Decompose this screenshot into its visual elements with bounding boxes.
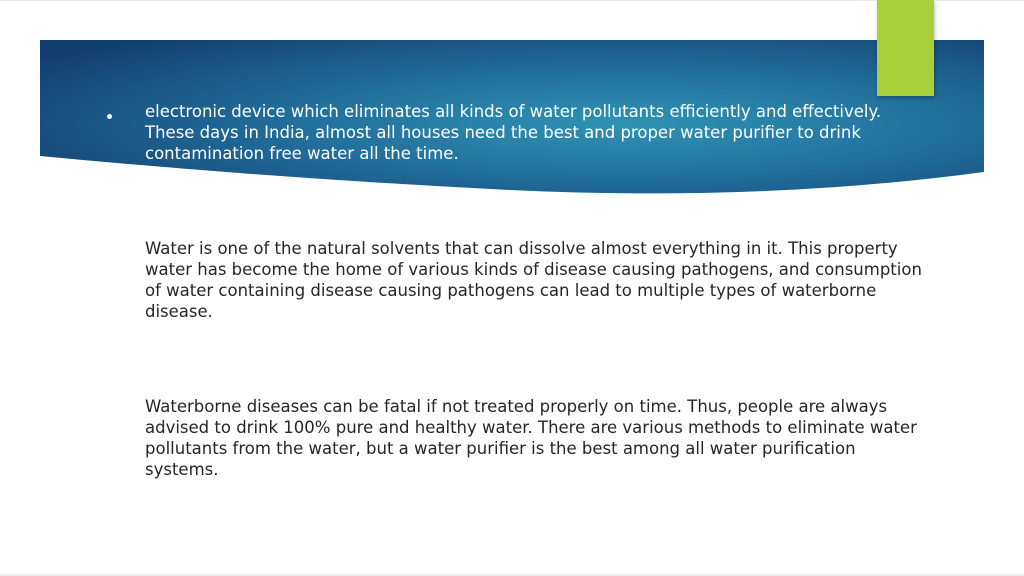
accent-tab: [877, 0, 934, 96]
paragraph-solvents: Water is one of the natural solvents that can dissolve almost everything in it. This property water has become the home of various kinds of disease causing pathogens, and consumption of water containing disease causing pathogens can lead to multiple types of waterborne disease.: [145, 239, 922, 321]
paragraph-waterborne-diseases: Waterborne diseases can be fatal if not treated properly on time. Thus, people are always advised to drink 100% pure and healthy water. There are various methods to eliminate water pollutants from the water, but a water purifier is the best among all water purification systems.: [145, 397, 917, 479]
bullet-icon: [107, 114, 112, 119]
top-divider: [0, 0, 1024, 1]
banner-text: electronic device which eliminates all kinds of water pollutants efficiently and effectively. These days in India, almost all houses need the best and proper water purifier to drink contamination free water all the time.: [145, 102, 882, 163]
